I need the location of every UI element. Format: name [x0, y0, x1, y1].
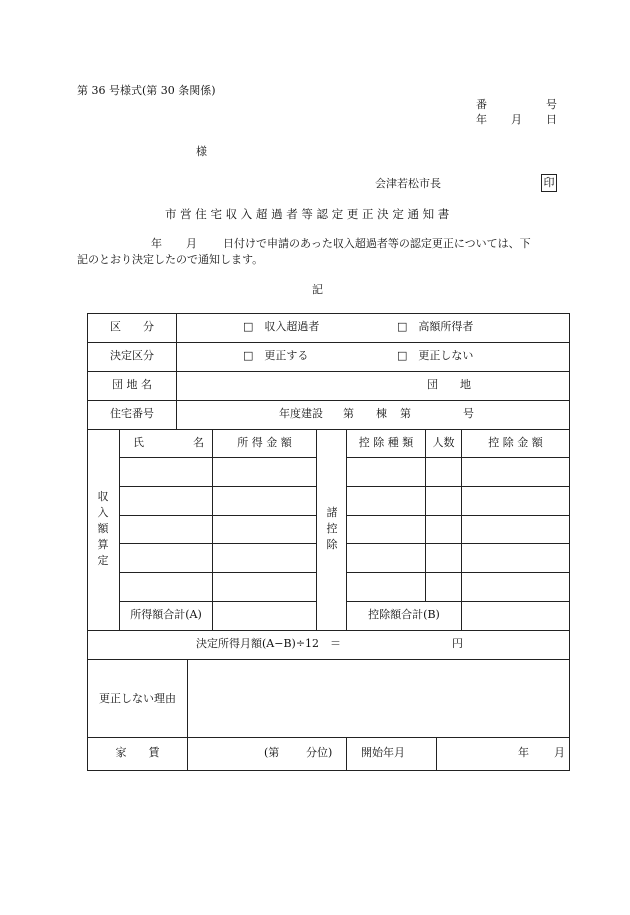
yen-label: 円 — [452, 637, 463, 650]
body-line2: 記のとおり決定したので通知します。 — [77, 253, 264, 266]
nendo-kensetsu: 年度建設 — [279, 407, 323, 420]
deduction-side-divider — [346, 429, 347, 630]
people-amount-divider — [461, 429, 462, 630]
row-divider — [87, 659, 570, 660]
bottom-label-divider — [187, 659, 188, 771]
checkbox-not-correct[interactable]: □ 更正しない — [397, 349, 474, 362]
rent-dai: (第 — [264, 746, 280, 759]
number-go-label: 号 — [546, 98, 557, 111]
document-title: 市 営 住 宅 収 入 超 過 者 等 認 定 更 正 決 定 通 知 書 — [165, 207, 450, 221]
deduction-row-line — [346, 601, 570, 602]
jutaku-dai-2: 第 — [400, 407, 411, 420]
table-border-bottom — [87, 770, 570, 771]
income-block-right — [316, 429, 317, 630]
income-row-line — [119, 515, 317, 516]
date-day-label: 日 — [546, 113, 557, 126]
deduction-side-label: 諸控除 — [326, 506, 338, 551]
reason-label: 更正しない理由 — [99, 692, 176, 705]
body-year: 年 — [151, 237, 162, 250]
income-side-divider — [119, 429, 120, 630]
row-divider — [87, 371, 570, 372]
row-divider — [87, 342, 570, 343]
checkbox-high-income[interactable]: □ 高額所得者 — [397, 320, 474, 333]
jutaku-dai-1: 第 — [343, 407, 354, 420]
date-month-label: 月 — [511, 113, 522, 126]
kubun-label: 区 分 — [110, 320, 154, 333]
jutaku-label: 住宅番号 — [110, 407, 154, 420]
kettei-kubun-label: 決定区分 — [110, 349, 154, 362]
deduction-row-line — [346, 486, 570, 487]
danchi-suffix: 団 地 — [427, 378, 471, 391]
table-border-right — [569, 313, 570, 771]
danchi-label: 団 地 名 — [112, 378, 152, 391]
monthly-income-formula: 決定所得月額(A−B)÷12 ＝ — [196, 637, 342, 650]
col-people-count: 人数 — [432, 436, 455, 449]
addressee-sama: 様 — [196, 145, 207, 158]
row-divider — [87, 737, 570, 738]
col-deduction-amount: 控 除 金 額 — [488, 436, 543, 449]
jutaku-mune: 棟 — [376, 407, 387, 420]
start-year-unit: 年 — [518, 746, 529, 759]
deduction-row-line — [346, 515, 570, 516]
income-calc-side-label: 収入額算定 — [97, 490, 109, 567]
form-number: 第 36 号様式(第 30 条関係) — [77, 84, 216, 97]
body-month: 月 — [186, 237, 197, 250]
income-row-line — [119, 572, 317, 573]
col-deduction-type: 控 除 種 類 — [358, 436, 414, 449]
deduction-row-line — [346, 543, 570, 544]
checkbox-income-over[interactable]: □ 収入超過者 — [243, 320, 320, 333]
income-row-line — [119, 543, 317, 544]
mayor-name: 会津若松市長 — [375, 177, 441, 190]
start-month-label: 開始年月 — [361, 746, 405, 759]
rent-bui: 分位) — [306, 746, 333, 759]
income-row-line — [119, 486, 317, 487]
checkbox-correct[interactable]: □ 更正する — [243, 349, 309, 362]
row-divider — [87, 429, 570, 430]
label-column-divider — [176, 313, 177, 429]
deduction-row-line — [346, 572, 570, 573]
seal-stamp: 印 — [541, 174, 557, 192]
table-border-top — [87, 313, 570, 314]
income-row-line — [119, 457, 317, 458]
start-label-divider — [436, 737, 437, 771]
deduction-row-line — [346, 457, 570, 458]
income-total-label: 所得額合計(A) — [130, 608, 202, 621]
rent-label: 家 賃 — [115, 746, 160, 759]
rent-start-divider — [346, 737, 347, 771]
name-income-divider — [212, 429, 213, 630]
col-income-amount: 所 得 金 額 — [237, 436, 292, 449]
body-line1: 日付けで申請のあった収入超過者等の認定更正については、下 — [223, 237, 531, 250]
number-ban-label: 番 — [476, 98, 487, 111]
start-month-unit: 月 — [554, 746, 565, 759]
col-name-a: 氏 — [133, 436, 144, 449]
income-row-line — [119, 601, 317, 602]
col-name-b: 名 — [193, 436, 204, 449]
row-divider — [87, 630, 570, 631]
row-divider — [87, 400, 570, 401]
date-year-label: 年 — [476, 113, 487, 126]
ki-label: 記 — [312, 283, 323, 296]
deduction-total-label: 控除額合計(B) — [368, 608, 440, 621]
jutaku-go: 号 — [463, 407, 474, 420]
